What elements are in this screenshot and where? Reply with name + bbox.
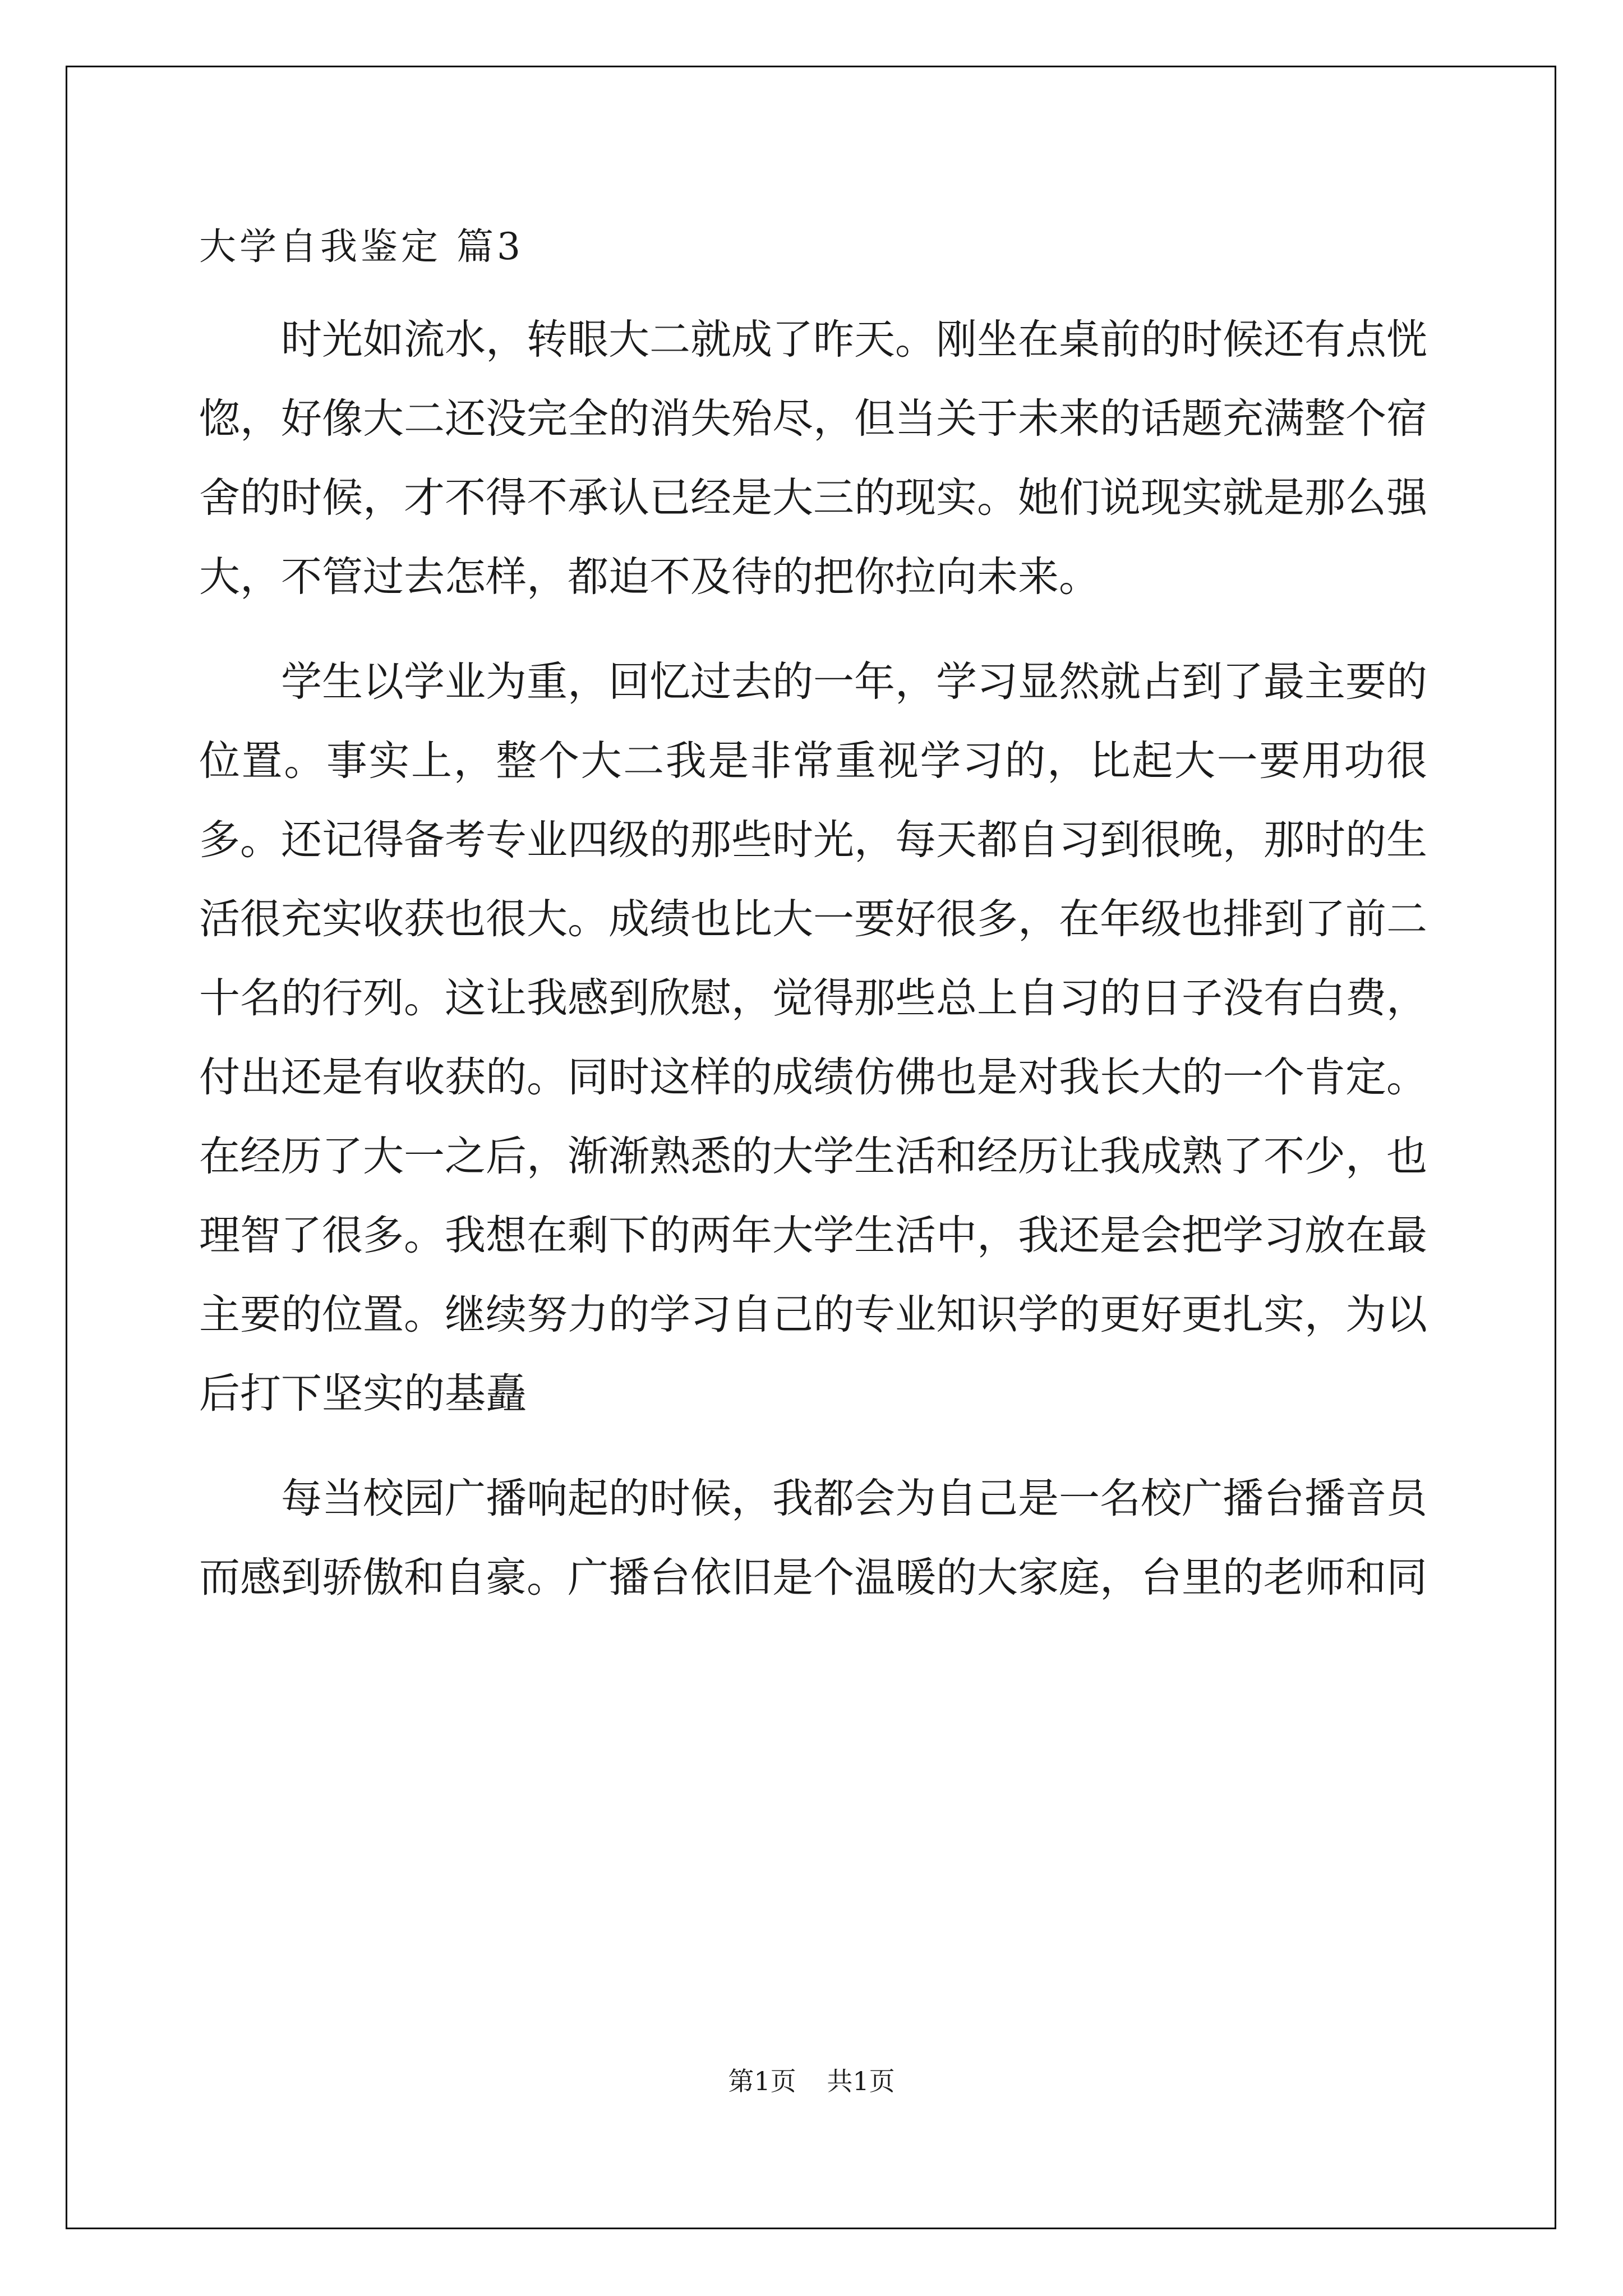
page-number-total: 共1页 <box>827 2066 895 2096</box>
paragraph-2: 学生以学业为重，回忆过去的一年，学习显然就占到了最主要的位置。事实上，整个大二我是非常重视学习的，比起大一要用功很多。还记得备考专业四级的那些时光，每天都自习到很晚，那时的生活很充实收获也很大。成绩也比大一要好很多，在年级也排到了前二十名的行列。这让我感到欣慰，觉得那些总上自习的日子没有白费，付出还是有收获的。同时这样的成绩仿佛也是对我长大的一个肯定。在经历了大一之后，渐渐熟悉的大学生活和经历让我成熟了不少，也理智了很多。我想在剩下的两年大学生活中，我还是会把学习放在最主要的位置。继续努力的学习自己的专业知识学的更好更扎实，为以后打下坚实的基矗 <box>199 658 1427 1418</box>
page-number-current: 第1页 <box>728 2066 796 2096</box>
document-body <box>199 222 1427 1617</box>
document-title: 大学自我鉴定 篇3 <box>199 225 524 268</box>
paragraph-1: 时光如流水，转眼大二就成了昨天。刚坐在桌前的时候还有点恍惚，好像大二还没完全的消失殆尽，但当关于未来的话题充满整个宿舍的时候，才不得不承认已经是大三的现实。她们说现实就是那么强大，不管过去怎样，都迫不及待的把你拉向未来。 <box>199 316 1427 601</box>
paragraph-3: 每当校园广播响起的时候，我都会为自己是一名校广播台播音员而感到骄傲和自豪。广播台依旧是个温暖的大家庭，台里的老师和同 <box>199 1475 1427 1602</box>
page-footer <box>0 2064 1623 2098</box>
